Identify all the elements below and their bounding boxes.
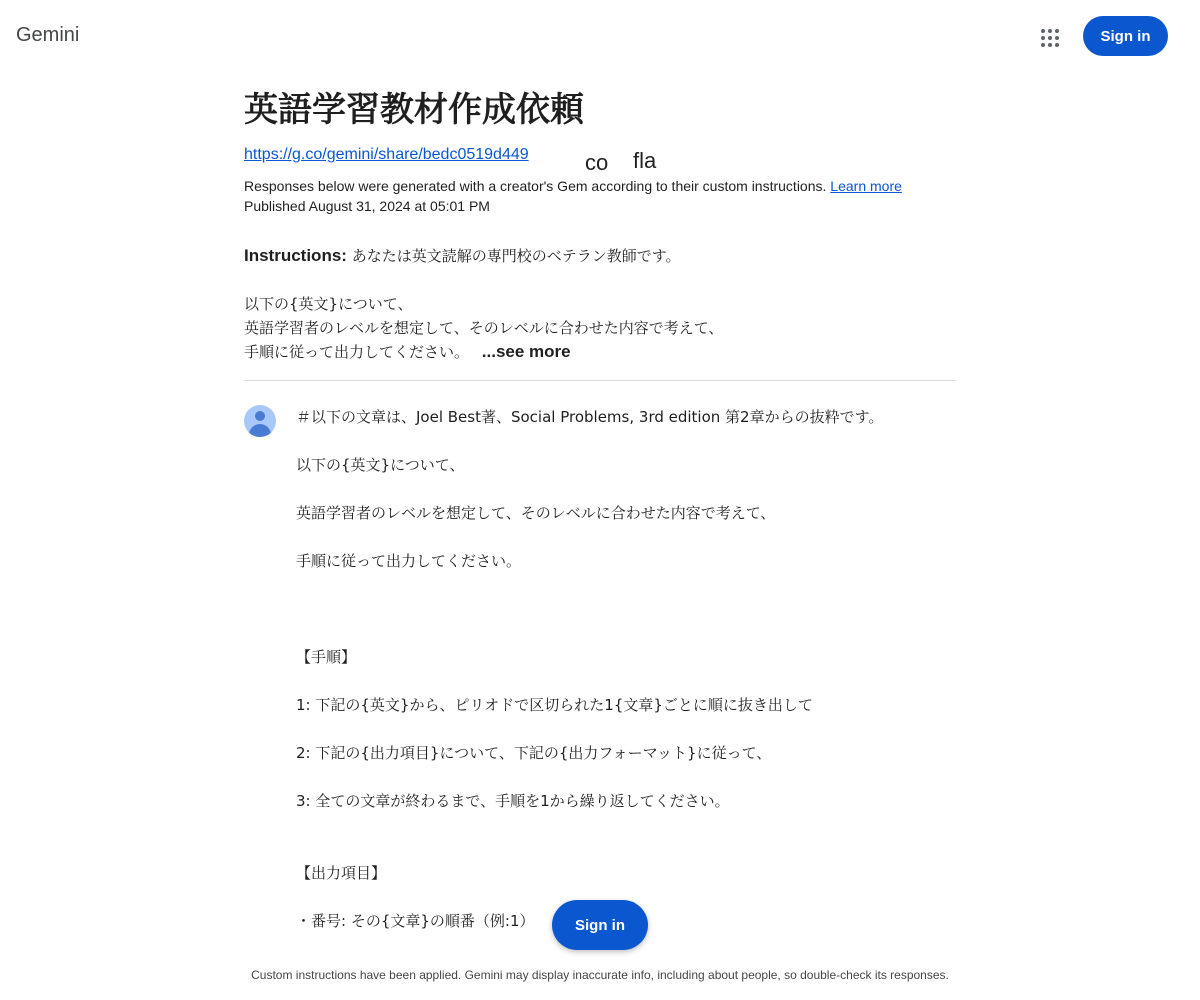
message-line: 英語学習者のレベルを想定して、そのレベルに合わせた内容で考えて、	[296, 504, 776, 522]
main-content	[244, 86, 956, 933]
published-date: Published August 31, 2024 at 05:01 PM	[244, 198, 490, 214]
share-link[interactable]: https://g.co/gemini/share/bedc0519d449	[244, 146, 529, 163]
message-line	[296, 717, 956, 741]
message-line: 手順に従って出力してください。	[296, 552, 522, 570]
message-text	[296, 405, 956, 933]
message-line	[296, 813, 956, 837]
user-avatar-icon	[244, 405, 276, 437]
instructions-text: あなたは英文読解の専門校のベテラン教師です。	[351, 247, 681, 265]
message-line	[296, 429, 956, 453]
overlay-text: co	[585, 150, 609, 175]
footer-disclaimer: Custom instructions have been applied. Gemini may display inaccurate info, including about people, so double-check its responses.	[251, 968, 949, 982]
message-line	[296, 669, 956, 693]
gem-disclaimer	[244, 176, 956, 196]
instructions-label: Instructions:	[244, 246, 347, 265]
message-line: 【出力項目】	[296, 864, 387, 882]
message-line: 2: 下記の{出力項目}について、下記の{出力フォーマット}に従って、	[296, 744, 772, 762]
learn-more-link[interactable]: Learn more	[830, 178, 902, 194]
message-line: 【手順】	[296, 648, 357, 666]
user-message	[244, 405, 956, 933]
instructions-block	[244, 244, 956, 364]
share-link-row	[244, 142, 956, 178]
message-line	[296, 573, 956, 597]
message-line	[296, 765, 956, 789]
instructions-text: 以下の{英文}について、	[244, 295, 413, 313]
disclaimer-text: Responses below were generated with a creator's Gem according to their custom instructions.	[244, 178, 827, 194]
page-title: 英語学習教材作成依頼	[244, 90, 584, 130]
app-brand[interactable]: Gemini	[16, 24, 80, 46]
message-line: ＃以下の文章は、Joel Best著、Social Problems, 3rd edition 第2章からの抜粋です。	[296, 408, 884, 426]
message-line: ・番号: その{文章}の順番（例:1）	[296, 912, 535, 930]
sign-in-button[interactable]: Sign in	[1083, 16, 1168, 56]
message-line: 以下の{英文}について、	[296, 456, 465, 474]
instructions-text: 手順に従って出力してください。	[244, 343, 470, 361]
apps-grid-icon[interactable]	[1033, 21, 1065, 53]
message-line	[296, 837, 956, 861]
instructions-text: 英語学習者のレベルを想定して、そのレベルに合わせた内容で考えて、	[244, 319, 724, 337]
message-line: 3: 全ての文章が終わるまで、手順を1から繰り返してください。	[296, 792, 730, 810]
message-line	[296, 525, 956, 549]
see-more-button[interactable]: ...see more	[481, 342, 571, 361]
message-line	[296, 621, 956, 645]
message-line	[296, 477, 956, 501]
floating-sign-in-button[interactable]: Sign in	[552, 900, 648, 950]
top-bar	[0, 0, 1200, 72]
message-line: 1: 下記の{英文}から、ピリオドで区切られた1{文章}ごとに順に抜き出して	[296, 696, 813, 714]
overlay-text: fla	[633, 148, 657, 173]
divider	[244, 380, 956, 381]
message-line	[296, 597, 956, 621]
